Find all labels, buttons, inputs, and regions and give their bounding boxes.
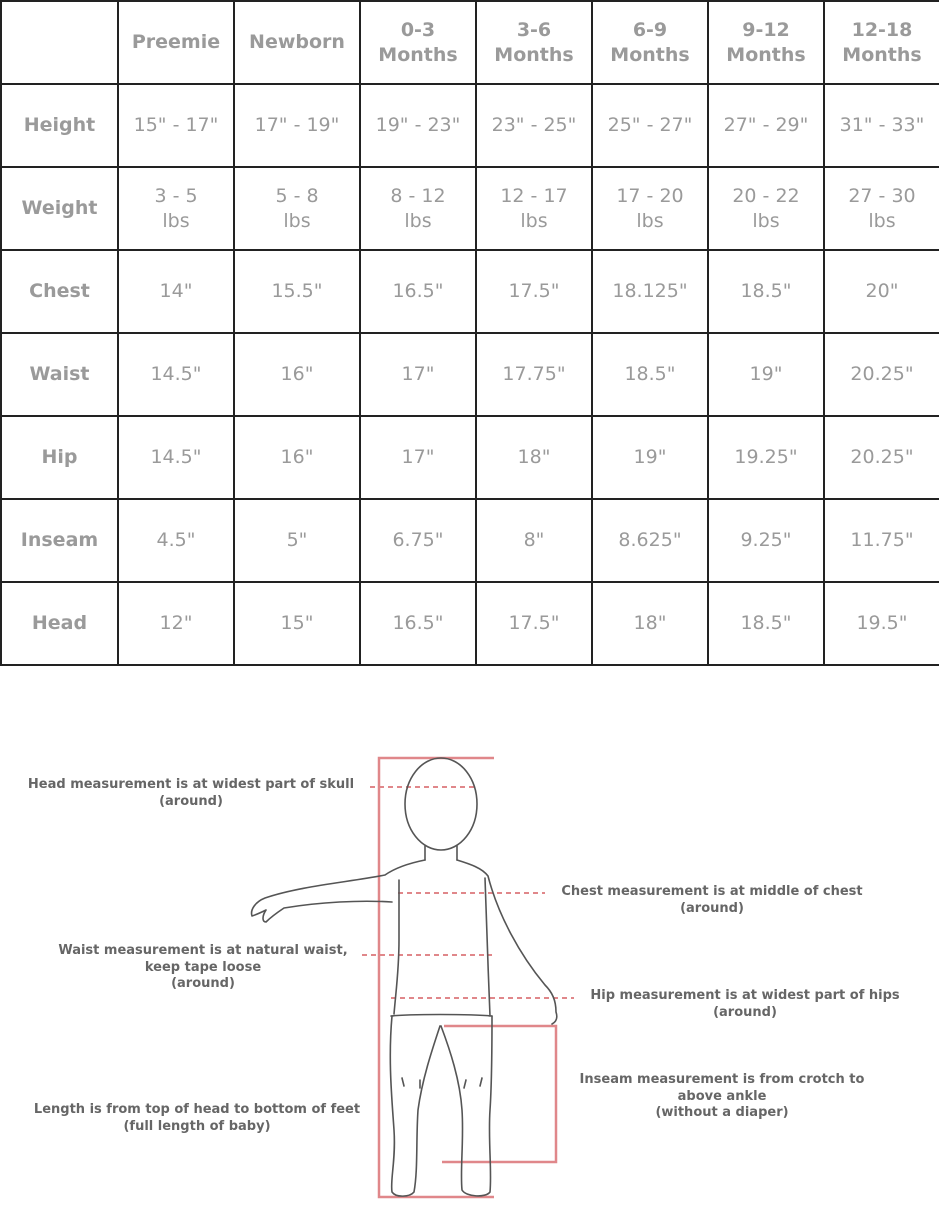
column-header bbox=[708, 1, 824, 84]
cell-line: 20 - 22 bbox=[732, 184, 800, 207]
table-cell bbox=[476, 499, 592, 582]
waist-note-line: Waist measurement is at natural waist, bbox=[58, 943, 348, 958]
cell-line: 27 - 30 bbox=[848, 184, 916, 207]
baby-knee-marks bbox=[402, 1078, 482, 1088]
cell-line: 3 - 5 bbox=[154, 184, 198, 207]
table-cell bbox=[824, 84, 939, 167]
table-cell bbox=[592, 250, 708, 333]
table-row bbox=[1, 84, 939, 167]
cell-line: 16" bbox=[280, 363, 314, 385]
table-cell bbox=[476, 582, 592, 665]
waist-note-line: (around) bbox=[171, 976, 235, 991]
table-cell bbox=[476, 333, 592, 416]
row-label: Weight bbox=[1, 167, 118, 250]
row-label: Chest bbox=[1, 250, 118, 333]
cell-line: 11.75" bbox=[850, 529, 914, 551]
cell-line: 17" bbox=[401, 363, 435, 385]
table-cell bbox=[708, 84, 824, 167]
table-cell bbox=[592, 167, 708, 250]
table-cell bbox=[118, 250, 234, 333]
table-cell bbox=[476, 84, 592, 167]
cell-line: 16.5" bbox=[392, 280, 444, 302]
table-cell bbox=[476, 167, 592, 250]
table-cell bbox=[708, 250, 824, 333]
table-cell bbox=[824, 499, 939, 582]
cell-line: 17 - 20 bbox=[616, 184, 684, 207]
column-header bbox=[118, 1, 234, 84]
table-row bbox=[1, 333, 939, 416]
cell-line: 14.5" bbox=[150, 446, 202, 468]
inseam-note-line: Inseam measurement is from crotch to bbox=[579, 1072, 865, 1087]
baby-diaper-line bbox=[391, 1015, 492, 1017]
cell-line: 14.5" bbox=[150, 363, 202, 385]
cell-line: 18.125" bbox=[612, 280, 688, 302]
chest-note-line: (around) bbox=[680, 900, 744, 916]
table-cell bbox=[824, 167, 939, 250]
table-cell bbox=[360, 250, 476, 333]
cell-line: lbs bbox=[868, 209, 896, 232]
table-cell bbox=[708, 582, 824, 665]
table-cell bbox=[592, 84, 708, 167]
table-cell bbox=[824, 333, 939, 416]
cell-line: 5 - 8 bbox=[275, 184, 319, 207]
head-note bbox=[18, 777, 364, 810]
cell-line: 17.5" bbox=[508, 612, 560, 634]
table-cell bbox=[118, 499, 234, 582]
cell-line: lbs bbox=[520, 209, 548, 232]
cell-line: 20" bbox=[865, 280, 899, 302]
table-cell bbox=[824, 582, 939, 665]
cell-line: 19.25" bbox=[734, 446, 798, 468]
inseam-bracket bbox=[442, 1026, 556, 1162]
inseam-note-line: (without a diaper) bbox=[655, 1105, 789, 1120]
column-header bbox=[824, 1, 939, 84]
table-cell bbox=[118, 84, 234, 167]
cell-line: 25" - 27" bbox=[607, 114, 693, 136]
row-label: Hip bbox=[1, 416, 118, 499]
length-frame bbox=[379, 758, 494, 1197]
table-cell bbox=[592, 416, 708, 499]
cell-line: 19" bbox=[749, 363, 783, 385]
table-cell bbox=[476, 250, 592, 333]
cell-line: lbs bbox=[162, 209, 190, 232]
baby-right-arm bbox=[457, 860, 557, 1024]
table-cell bbox=[360, 499, 476, 582]
length-note-line: Length is from top of head to bottom of feet bbox=[33, 1102, 361, 1117]
cell-line: 20.25" bbox=[850, 363, 914, 385]
table-cell bbox=[360, 84, 476, 167]
hip-note-line: Hip measurement is at widest part of hips bbox=[590, 988, 900, 1003]
cell-line: 23" - 25" bbox=[491, 114, 577, 136]
baby-left-side bbox=[394, 880, 399, 1014]
table-row bbox=[1, 416, 939, 499]
cell-line: 16.5" bbox=[392, 612, 444, 634]
table-cell bbox=[118, 582, 234, 665]
cell-line: 8 - 12 bbox=[390, 184, 446, 207]
table-cell bbox=[234, 250, 360, 333]
table-cell bbox=[118, 416, 234, 499]
table-cell bbox=[360, 582, 476, 665]
chest-note bbox=[550, 884, 874, 917]
cell-line: 15" bbox=[280, 612, 314, 634]
column-header-line: 12-18 bbox=[851, 18, 913, 41]
inseam-note bbox=[566, 1072, 878, 1122]
column-header-line: Months bbox=[610, 43, 690, 66]
measurement-diagram bbox=[0, 700, 939, 1228]
column-header-line: 6-9 bbox=[632, 18, 668, 41]
head-note-line: (around) bbox=[159, 793, 223, 809]
table-cell bbox=[708, 333, 824, 416]
column-header-line: Months bbox=[726, 43, 806, 66]
cell-line: 17.75" bbox=[502, 363, 566, 385]
column-header-line: Months bbox=[378, 43, 458, 66]
length-note-line: (full length of baby) bbox=[123, 1118, 271, 1134]
cell-line: 17" - 19" bbox=[254, 114, 340, 136]
cell-line: 15" - 17" bbox=[133, 114, 219, 136]
column-header-line: Newborn bbox=[249, 31, 345, 53]
table-cell bbox=[118, 333, 234, 416]
cell-line: 19.5" bbox=[856, 612, 908, 634]
column-header-line: Months bbox=[494, 43, 574, 66]
column-header-line: 0-3 bbox=[400, 18, 436, 41]
baby-head bbox=[405, 758, 477, 850]
table-cell bbox=[592, 333, 708, 416]
head-note-line: Head measurement is at widest part of skull bbox=[27, 777, 355, 792]
table-cell bbox=[708, 499, 824, 582]
cell-line: 4.5" bbox=[156, 529, 196, 551]
table-row bbox=[1, 499, 939, 582]
waist-note-line: keep tape loose bbox=[144, 959, 262, 975]
table-cell bbox=[118, 167, 234, 250]
table-cell bbox=[708, 416, 824, 499]
cell-line: 18" bbox=[517, 446, 551, 468]
column-header bbox=[360, 1, 476, 84]
cell-line: 15.5" bbox=[271, 280, 323, 302]
column-header-line: 3-6 bbox=[516, 18, 552, 41]
cell-line: 9.25" bbox=[740, 529, 792, 551]
table-cell bbox=[234, 167, 360, 250]
cell-line: 12" bbox=[159, 612, 193, 634]
table-cell bbox=[708, 167, 824, 250]
cell-line: 5" bbox=[286, 529, 308, 551]
row-label: Head bbox=[1, 582, 118, 665]
cell-line: 18.5" bbox=[740, 280, 792, 302]
baby-right-leg bbox=[441, 1016, 492, 1196]
table-cell bbox=[476, 416, 592, 499]
column-header-line: Months bbox=[842, 43, 922, 66]
cell-line: 8" bbox=[523, 529, 545, 551]
hip-note bbox=[578, 988, 912, 1021]
table-cell bbox=[234, 84, 360, 167]
baby-right-side bbox=[485, 878, 490, 1016]
row-label: Waist bbox=[1, 333, 118, 416]
table-cell bbox=[234, 499, 360, 582]
measurement-guides bbox=[362, 787, 574, 998]
chest-note-line: Chest measurement is at middle of chest bbox=[561, 884, 863, 899]
column-header bbox=[592, 1, 708, 84]
table-row bbox=[1, 167, 939, 250]
table-cell bbox=[234, 582, 360, 665]
cell-line: lbs bbox=[404, 209, 432, 232]
table-cell bbox=[360, 416, 476, 499]
header-corner-cell bbox=[1, 1, 118, 84]
cell-line: 31" - 33" bbox=[839, 114, 925, 136]
cell-line: lbs bbox=[283, 209, 311, 232]
cell-line: 19" - 23" bbox=[375, 114, 461, 136]
row-label: Inseam bbox=[1, 499, 118, 582]
table-cell bbox=[234, 416, 360, 499]
cell-line: lbs bbox=[636, 209, 664, 232]
table-row bbox=[1, 250, 939, 333]
cell-line: 16" bbox=[280, 446, 314, 468]
table-cell bbox=[824, 416, 939, 499]
size-chart-header bbox=[1, 1, 939, 84]
column-header bbox=[476, 1, 592, 84]
table-row bbox=[1, 582, 939, 665]
table-cell bbox=[824, 250, 939, 333]
table-cell bbox=[360, 167, 476, 250]
cell-line: 18" bbox=[633, 612, 667, 634]
column-header-line: 9-12 bbox=[742, 18, 790, 41]
table-cell bbox=[360, 333, 476, 416]
cell-line: 6.75" bbox=[392, 529, 444, 551]
cell-line: 19" bbox=[633, 446, 667, 468]
cell-line: 17" bbox=[401, 446, 435, 468]
cell-line: lbs bbox=[752, 209, 780, 232]
baby-left-leg bbox=[390, 1016, 440, 1196]
cell-line: 8.625" bbox=[618, 529, 682, 551]
inseam-note-line: above ankle bbox=[677, 1088, 767, 1104]
row-label: Height bbox=[1, 84, 118, 167]
cell-line: 27" - 29" bbox=[723, 114, 809, 136]
waist-note bbox=[44, 943, 362, 993]
hip-note-line: (around) bbox=[713, 1004, 777, 1020]
table-cell bbox=[592, 499, 708, 582]
cell-line: 12 - 17 bbox=[500, 184, 568, 207]
cell-line: 20.25" bbox=[850, 446, 914, 468]
cell-line: 17.5" bbox=[508, 280, 560, 302]
size-chart-body bbox=[1, 84, 939, 665]
column-header bbox=[234, 1, 360, 84]
column-header-line: Preemie bbox=[131, 31, 221, 53]
table-cell bbox=[234, 333, 360, 416]
cell-line: 18.5" bbox=[740, 612, 792, 634]
table-cell bbox=[592, 582, 708, 665]
cell-line: 14" bbox=[159, 280, 193, 302]
length-note bbox=[22, 1102, 372, 1135]
cell-line: 18.5" bbox=[624, 363, 676, 385]
header-row bbox=[1, 1, 939, 84]
